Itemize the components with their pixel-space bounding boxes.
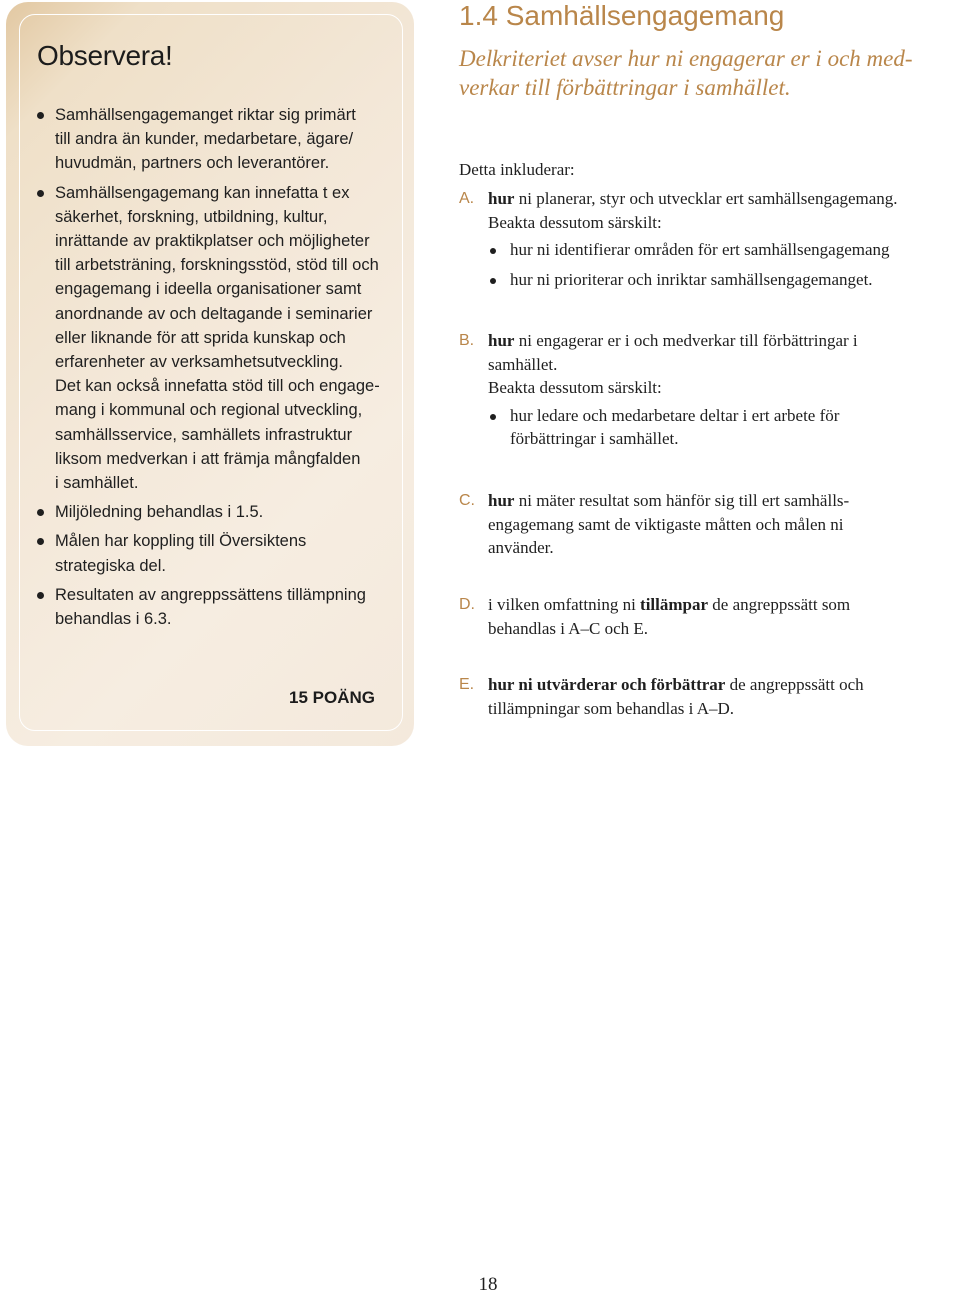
bullet-icon [37,112,44,119]
bullet-icon [37,538,44,545]
criterion-text [488,673,949,720]
criterion-text [488,593,949,640]
criterion-a [459,187,949,297]
bullet-icon [37,190,44,197]
criterion-rest: ni planerar, styr och utvecklar ert samhällsengagemang. [514,189,898,208]
criterion-bullet [488,404,949,451]
criterion-letter: D. [459,596,475,613]
observera-item [37,181,387,496]
criterion-emphasis: hur ni utvärderar och förbättrar [488,675,726,694]
bullet-icon [490,248,496,254]
criterion-d [459,593,949,640]
criterion-body [488,593,949,640]
observera-item [37,103,387,176]
criterion-rest: de angreppssätt och tillämpningar som behandlas i A–D. [488,675,864,718]
criterion-letter: B. [459,332,475,349]
criterion-bullet-text: hur ni identifierar områden för ert samhällsengagemang [510,240,890,259]
criterion-lead: hur [488,491,515,510]
observera-title: Observera! [37,40,173,71]
criterion-rest: ni engagerar er i och medverkar till förbättringar i samhället. [488,331,858,374]
includes-label: Detta inkluderar: [459,160,575,179]
observera-item-text: Målen har koppling till Översiktens strategiska del. [55,532,307,575]
criterion-body [488,489,949,560]
criterion-note: Beakta dessutom särskilt: [488,378,662,397]
criterion-letter: A. [459,190,475,207]
criterion-bullet [488,268,949,292]
criterion-letter: C. [459,492,475,509]
criterion-rest: de angreppssätt som behandlas i A–C och E. [488,595,851,638]
bullet-icon [37,509,44,516]
criterion-bullet-text: hur ni prioriterar och inriktar samhällsengagemanget. [510,269,873,289]
observera-item-text: Samhällsengagemanget riktar sig primärt till andra än kunder, medarbetare, ägare/ huvudmän, partners och leverantörer. [55,106,356,173]
criterion-body [488,187,949,291]
criterion-emphasis: tillämpar [640,595,709,614]
observera-item-text: Miljöledning behandlas i 1.5. [55,503,264,522]
page-number: 18 [478,1274,498,1295]
criterion-text [488,187,949,211]
criterion-bullets [488,238,949,291]
criterion-rest: ni mäter resultat som hänför sig till ert samhälls- engagemang samt de viktigaste måtten och målen ni använder. [488,491,850,557]
observera-list [37,103,387,636]
points-label: 15 POÄNG [289,688,375,707]
observera-item-text: Samhällsengagemang kan innefatta t ex säkerhet, forskning, utbildning, kultur, inrättande av praktikplatser och möjligheter till arbetsträning, forskningsstöd, stöd till och engagemang i ideella organisationer samt anordnande av och deltagande i seminarier eller liknande för att sprida kunskap och erfarenheter av verksamhetsutveckling. Det kan också innefatta stöd till och engage- mang i kommunal och regional utveckling, samhällsservice, samhällets infrastruktur liksom medverkan i att främja mångfalden i samhället. [55,183,380,493]
criterion-letter: E. [459,676,475,693]
observera-item-text: Resultaten av angreppssättens tillämpning behandlas i 6.3. [55,585,366,629]
criterion-text [488,489,949,560]
section-intro: Delkriteriet avser hur ni engagerar er i och med- verkar till förbättringar i samhället. [459,46,913,100]
observera-item [37,529,387,577]
criterion-note: Beakta dessutom särskilt: [488,212,662,232]
criterion-b [459,329,949,457]
criterion-lead: hur [488,331,515,350]
criterion-bullet-text: hur ledare och medarbetare deltar i ert arbete för förbättringar i samhället. [510,405,840,448]
criterion-pre: i vilken omfattning ni [488,595,641,614]
criterion-body [488,329,949,451]
section-heading: 1.4 Samhällsengagemang [459,0,785,31]
criterion-bullets [488,404,949,451]
criterion-lead: hur [488,189,515,208]
criterion-c [459,489,949,560]
criterion-bullet [488,238,949,262]
bullet-icon [37,592,44,599]
bullet-icon [490,414,496,420]
bullet-icon [490,278,496,284]
observera-item [37,500,387,524]
criterion-e [459,673,949,720]
criterion-text [488,329,949,376]
criterion-body [488,673,949,720]
observera-item [37,583,387,631]
